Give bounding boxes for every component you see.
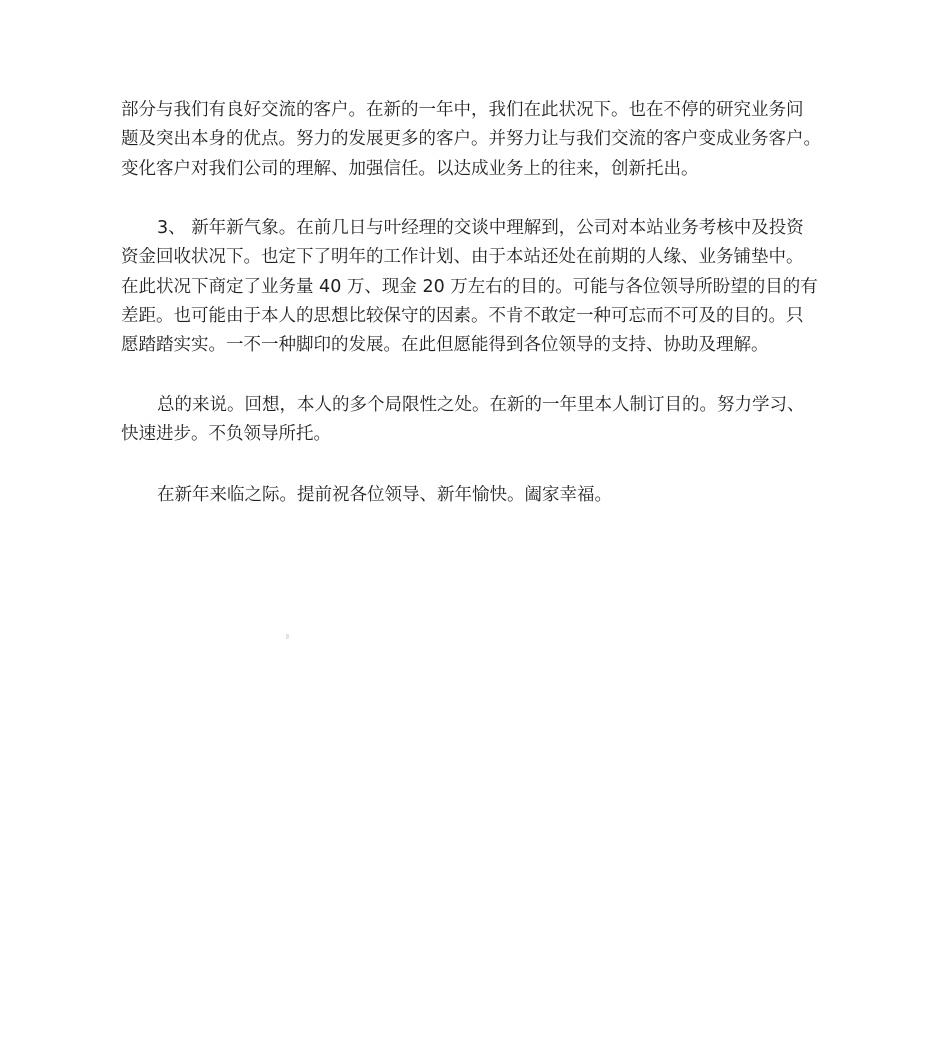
- paragraph-line: 总的来说。回想，本人的多个局限性之处。在新的一年里本人制订目的。努力学习、: [157, 395, 805, 415]
- paragraph-line: 快速进步。不负领导所托。: [121, 424, 331, 445]
- paragraph-line: 题及突出本身的优点。努力的发展更多的客户。并努力让与我们交流的客户变成业务客户。: [121, 129, 821, 150]
- paragraph-line: 部分与我们有良好交流的客户。在新的一年中，我们在此状况下。也在不停的研究业务问: [121, 100, 804, 120]
- paragraph-line: 愿踏踏实实。一不一种脚印的发展。在此但愿能得到各位领导的支持、协助及理解。: [121, 335, 769, 356]
- paragraph-customers: [121, 96, 837, 184]
- paragraph-new-year-goals: [121, 214, 837, 360]
- paragraph-line: 差距。也可能由于本人的思想比较保守的因素。不肯不敢定一种可忘而不可及的目的。只: [121, 305, 804, 326]
- paragraph-line: 在此状况下商定了业务量 40 万、现金 20 万左右的目的。可能与各位领导所盼望的目的有: [121, 276, 818, 297]
- paragraph-line: 在新年来临之际。提前祝各位领导、新年愉快。阖家幸福。: [157, 485, 612, 505]
- paragraph-line: 变化客户对我们公司的理解、加强信任。以达成业务上的往来，创新托出。: [121, 158, 699, 179]
- paragraph-line: 资金回收状况下。也定下了明年的工作计划、由于本站还处在前期的人缘、业务铺垫中。: [121, 247, 804, 268]
- paragraph-line: 3、 新年新气象。在前几日与叶经理的交谈中理解到，公司对本站业务考核中及投资: [157, 218, 804, 238]
- paragraph-greeting: [121, 481, 837, 510]
- stray-mark: [286, 634, 289, 639]
- paragraph-summary: [121, 391, 837, 450]
